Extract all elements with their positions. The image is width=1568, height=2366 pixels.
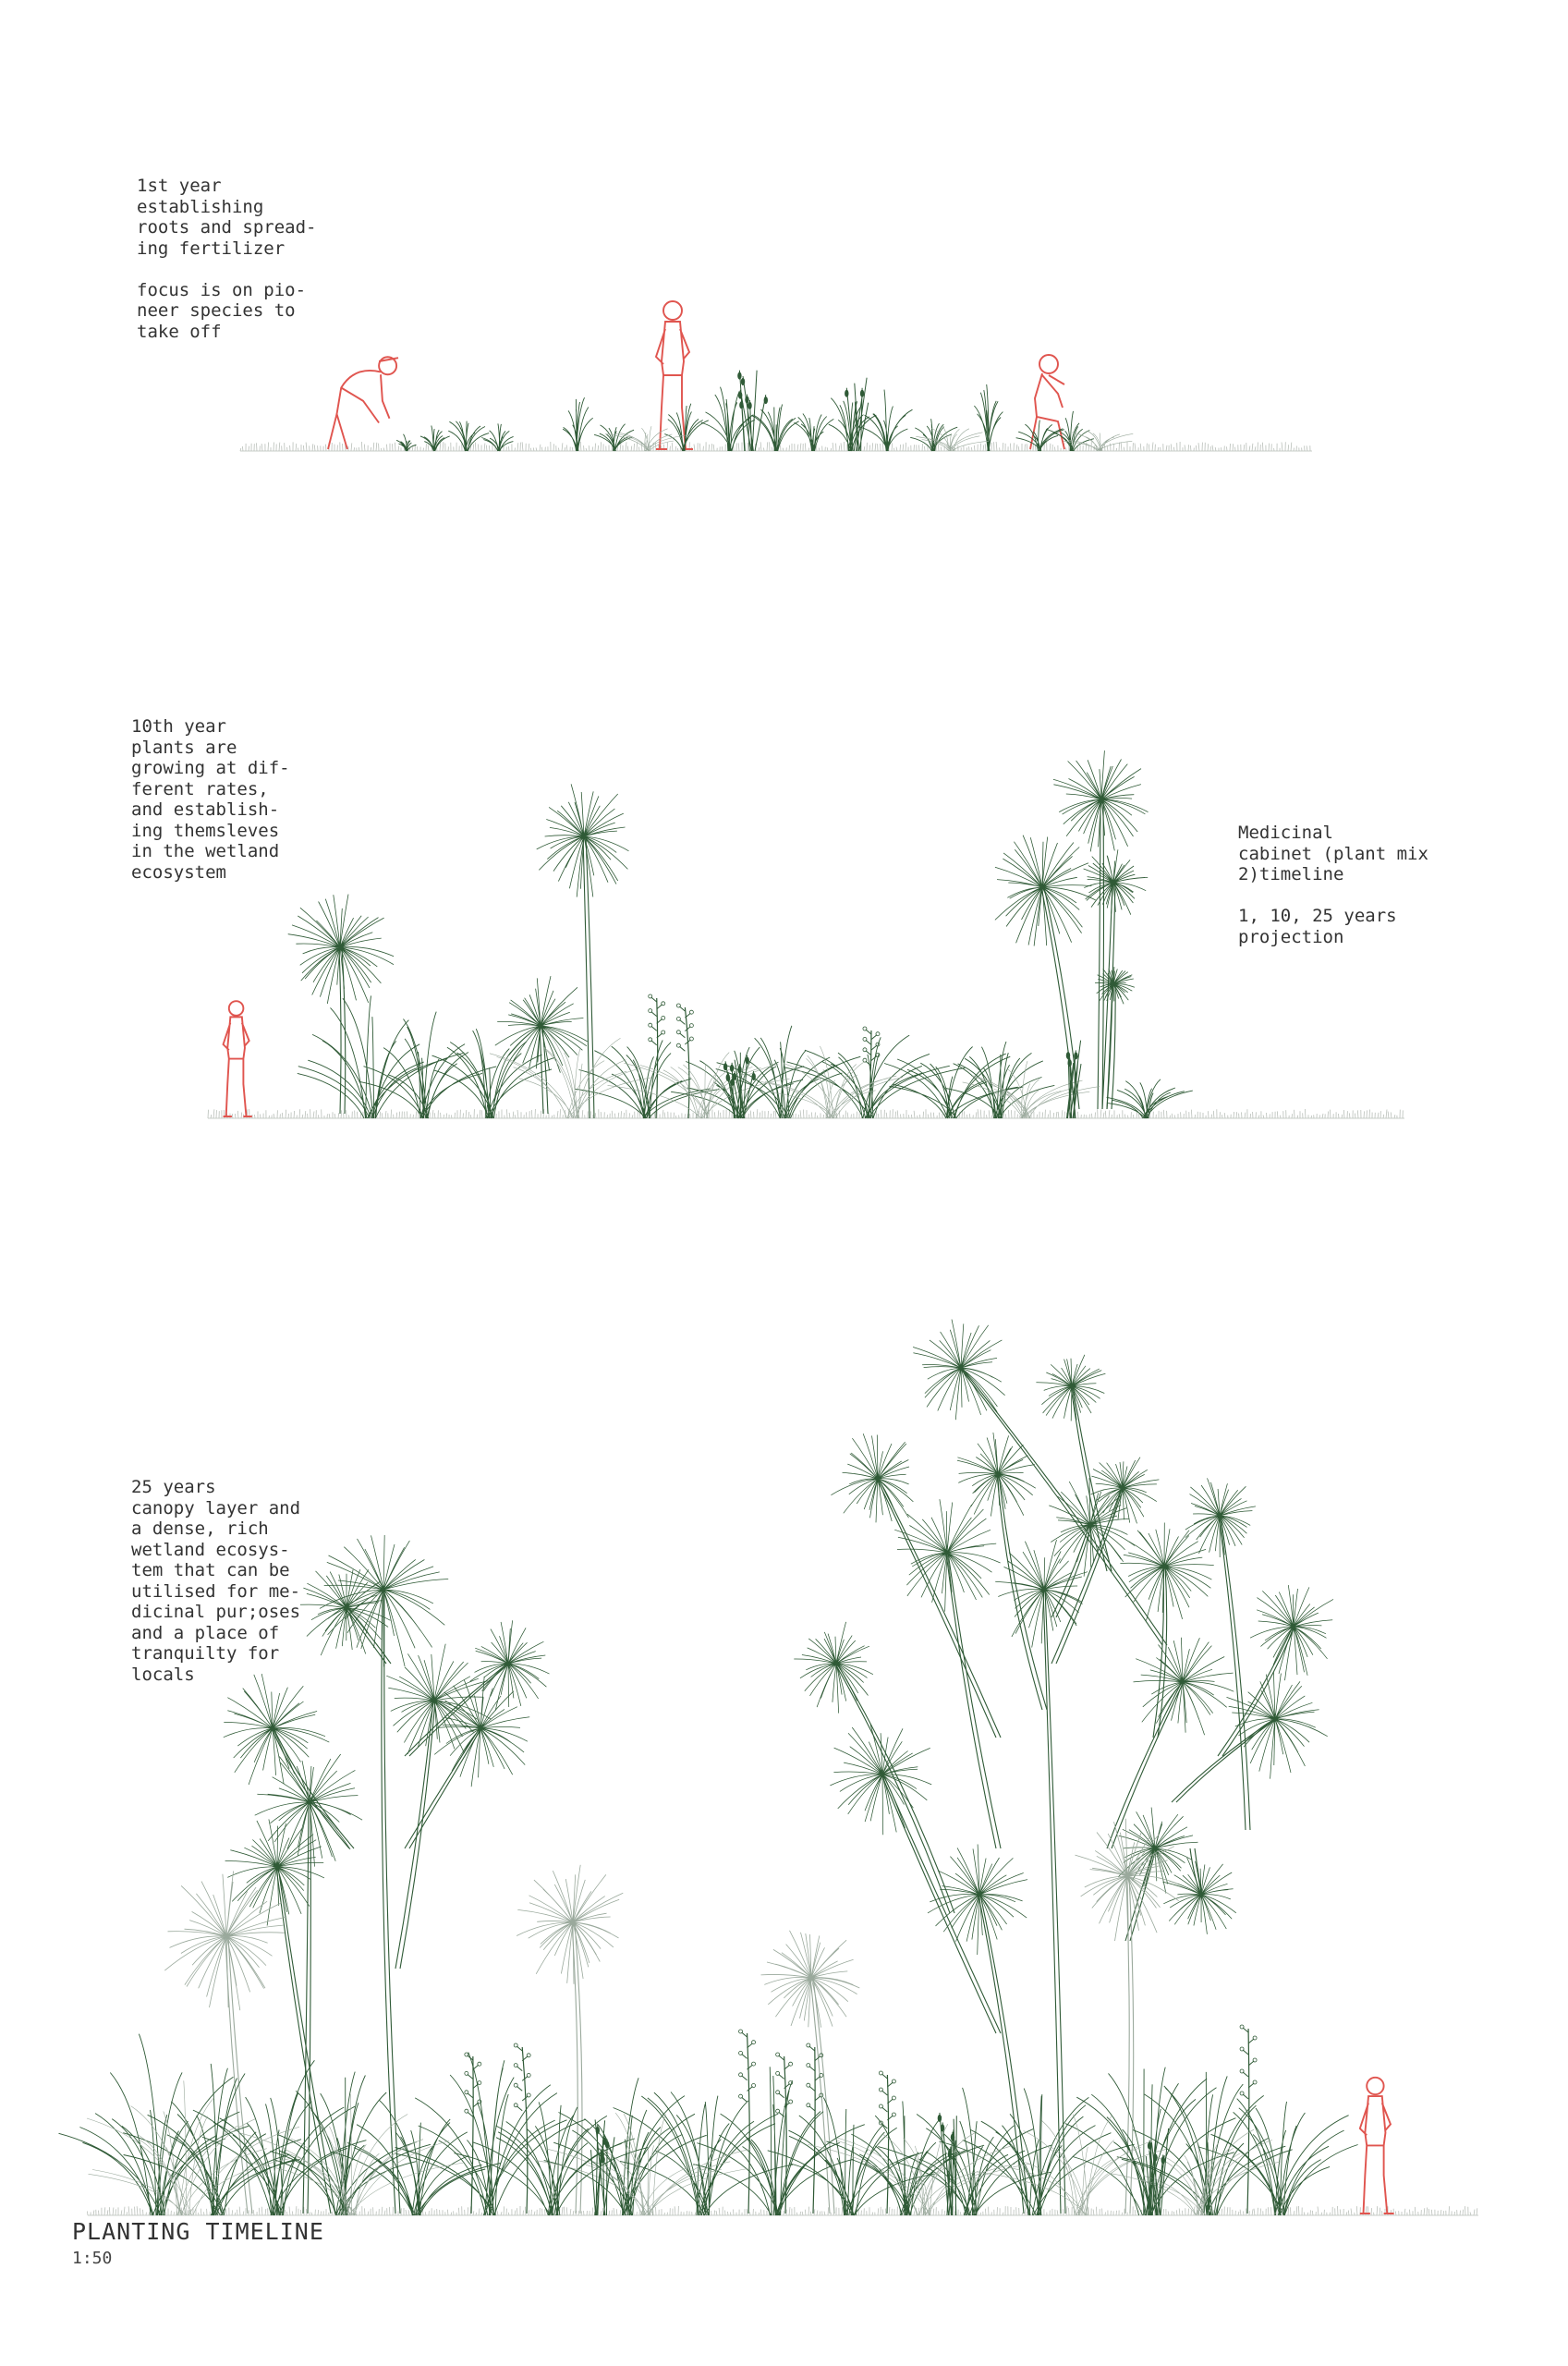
- grass-tuft: [575, 1041, 720, 1119]
- grass-tuft: [298, 995, 465, 1118]
- cabbage-tree: [288, 895, 394, 1114]
- flax-flower-spike: [807, 2043, 823, 2214]
- flax-flower-spike: [1240, 2025, 1257, 2214]
- person-figure: [1360, 2078, 1394, 2214]
- grass-tuft: [794, 414, 833, 452]
- grass-tuft: [974, 384, 1003, 451]
- grass-tuft: [87, 2080, 299, 2215]
- cabbage-tree: [495, 976, 588, 1114]
- cabbage-tree: [537, 784, 629, 1118]
- section-year-25: [59, 1320, 1479, 2215]
- grass-tuft: [664, 404, 709, 451]
- grass-tuft: [396, 434, 416, 451]
- flax-flower-spike: [465, 2053, 481, 2214]
- grass-tuft: [671, 1047, 804, 1118]
- grass-tuft: [768, 2098, 935, 2216]
- grass-tuft: [59, 2034, 249, 2215]
- grass-tuft: [563, 397, 593, 451]
- rush: [845, 378, 869, 451]
- cabbage-tree: [1084, 849, 1149, 1109]
- note-year-25: 25 years canopy layer and a dense, rich wetland ecosys- tem that can be utilised for me- dicinal pur;oses and a place of tranquilty for locals: [131, 1477, 301, 1685]
- cabbage-tree: [224, 1535, 550, 2214]
- grass-tuft: [490, 1030, 651, 1118]
- person-figure: [224, 1001, 252, 1116]
- grass-tuft: [360, 1012, 496, 1118]
- rush: [737, 371, 768, 451]
- grass-tuft: [331, 2100, 501, 2215]
- drawing-title: PLANTING TIMELINE: [72, 2218, 324, 2245]
- grass-tuft: [1107, 1079, 1193, 1118]
- ground-line: [87, 2206, 1478, 2215]
- note-year-10: 10th year plants are growing at dif- ferent rates, and establish- ing themsleves in the wetland ecosystem: [131, 716, 290, 883]
- grass-tuft: [432, 1029, 555, 1118]
- note-medicinal-cabinet: Medicinal cabinet (plant mix 2)timeline 1, 10, 25 years projection: [1238, 823, 1428, 947]
- grass-tuft: [963, 1061, 1100, 1118]
- section-year-10: [208, 750, 1404, 1118]
- grass-tuft: [535, 2113, 751, 2215]
- ground-line: [208, 1109, 1404, 1118]
- section-year-1: [240, 301, 1312, 451]
- drawing-scale: 1:50: [72, 2249, 113, 2268]
- note-year-1: 1st year establishing roots and spread- ing fertilizer focus is on pio- neer species to take off: [137, 176, 317, 342]
- grass-tuft: [448, 421, 489, 451]
- grass-tuft: [1016, 421, 1064, 452]
- person-figure: [328, 357, 398, 449]
- flax-flower-spike: [514, 2043, 530, 2214]
- flax-flower-spike: [676, 1004, 693, 1118]
- grass-tuft: [785, 1035, 966, 1118]
- rush: [938, 2113, 957, 2215]
- grass-tuft: [858, 390, 913, 451]
- cabbage-tree: [1095, 967, 1135, 1109]
- cabbage-tree: [794, 1320, 1333, 2214]
- grass-tuft: [395, 2053, 586, 2215]
